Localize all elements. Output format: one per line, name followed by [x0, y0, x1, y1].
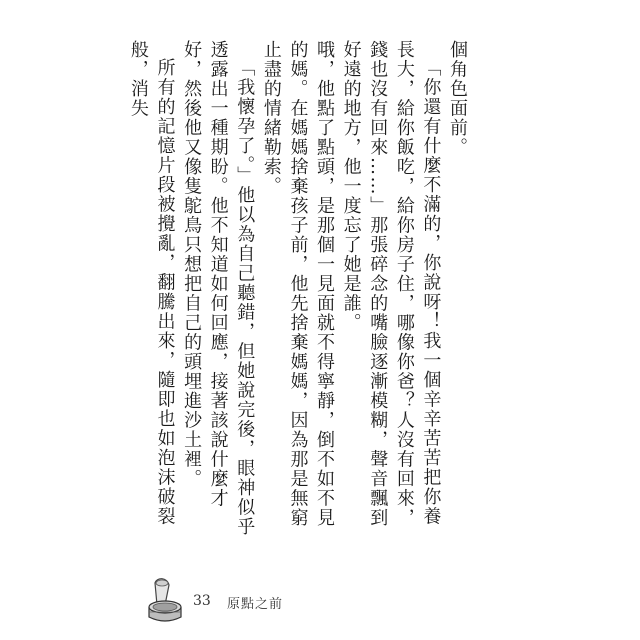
book-title: 原點之前 — [227, 597, 284, 612]
paragraph-4: 「我懷孕了。」他以為自己聽錯，但她說完後，眼神似乎透露出一種期盼。他不知道如何回應，接著該說什麼才好，然後他又像隻鴕鳥只想把自己的頭埋進沙土裡。 — [181, 40, 256, 537]
paragraph-5: 所有的記憶片段被攪亂，翻騰出來，隨即也如泡沫破裂般，消失 — [127, 40, 176, 526]
body-text — [124, 40, 470, 540]
page-footer — [145, 575, 385, 635]
tin-can-icon — [145, 575, 185, 625]
page-number: 33 — [193, 593, 211, 609]
paragraph-1: 個角色面前。 — [447, 40, 468, 157]
paragraph-2: 「你還有什麼不滿的，你說呀！我一個辛辛苦苦把你養長大，給你飯吃，給你房子住，哪像你爸？人沒有回來，錢也沒有回來……」那張碎念的嘴臉逐漸模糊，聲音飄到好遠的地方，他一度忘了她是誰。 — [340, 40, 442, 528]
paragraph-3: 哦，他點了點頭，是那個一見面就不得寧靜，倒不如不見的媽。在媽媽捨棄孩子前，他先捨棄媽媽，因為那是無窮止盡的情緒勒索。 — [260, 40, 336, 528]
